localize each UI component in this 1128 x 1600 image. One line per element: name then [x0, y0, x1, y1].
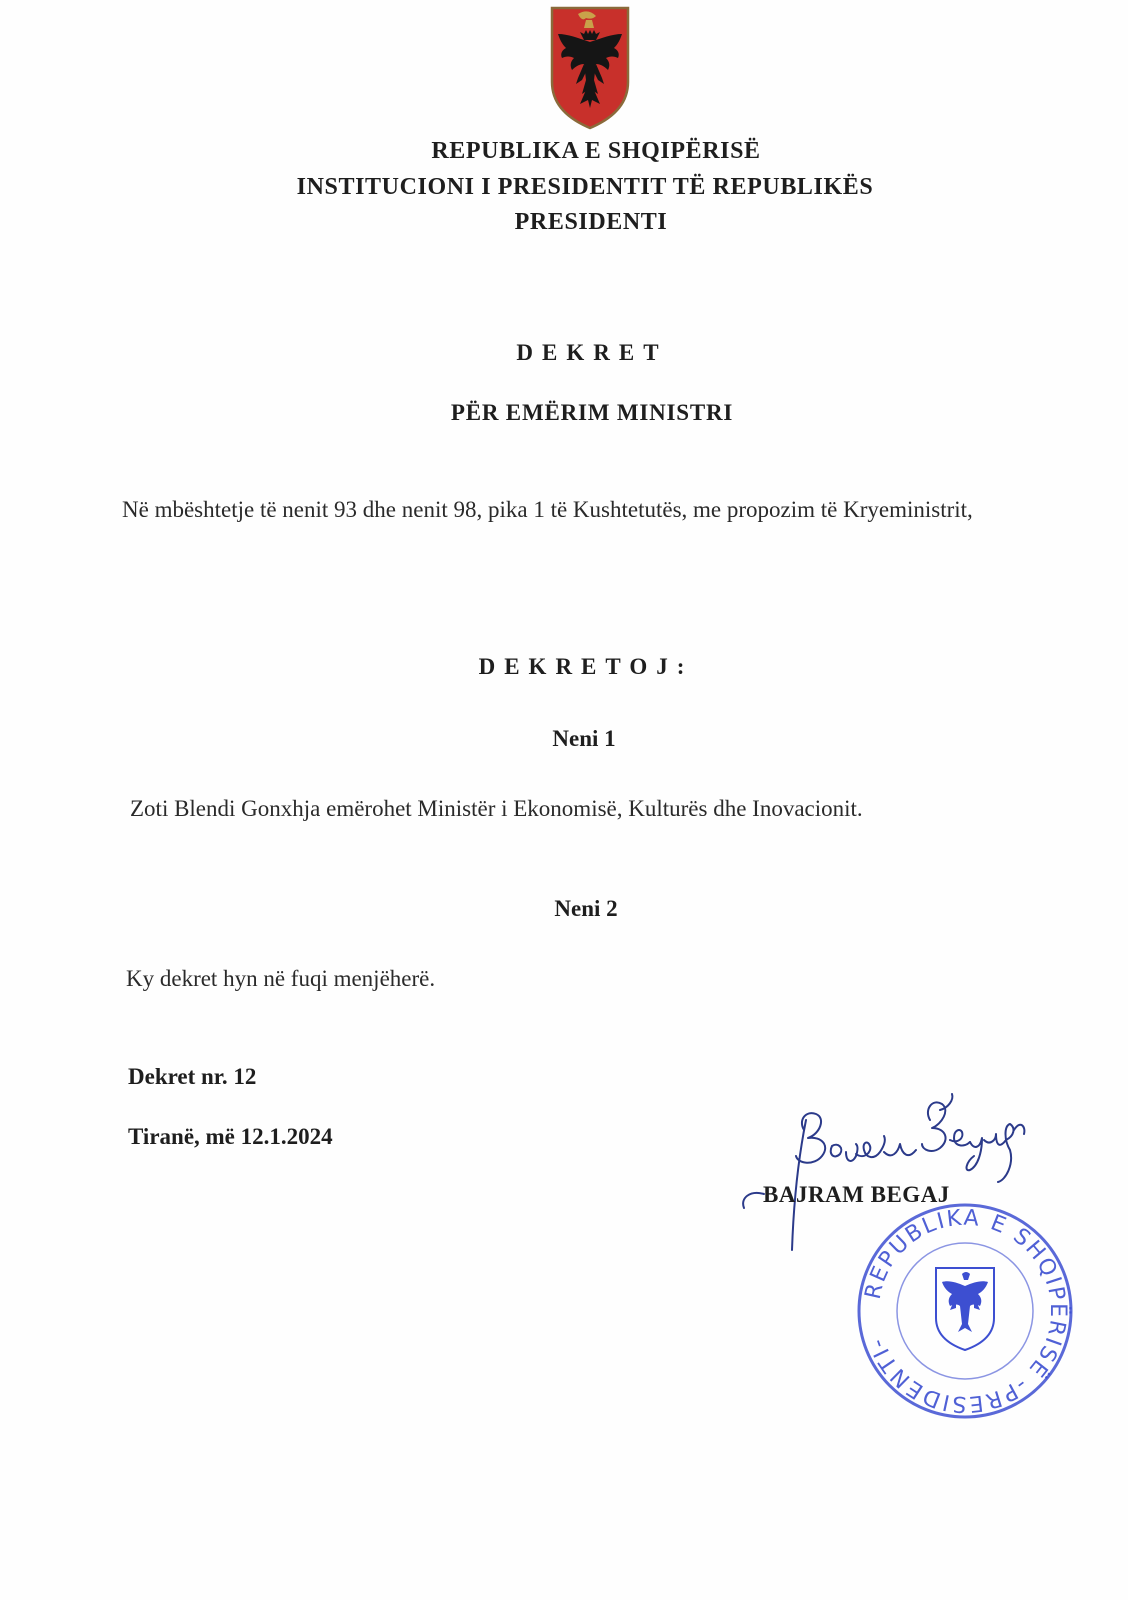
albanian-coat-of-arms-icon	[548, 4, 632, 130]
institution-heading: INSTITUCIONI I PRESIDENTIT TË REPUBLIKËS	[296, 174, 874, 200]
article-1-text: Zoti Blendi Gonxhja emërohet Ministër i Ekonomisë, Kulturës dhe Inovacionit.	[130, 796, 863, 821]
legal-basis-paragraph: Në mbështetje të nenit 93 dhe nenit 98, pika 1 të Kushtetutës, me propozim të Kryeministrit,	[122, 497, 973, 522]
article-2-heading: Neni 2	[554, 896, 618, 921]
stamp-text: REPUBLIKA E SHQIPËRISË -PRESIDENTI-	[860, 1205, 1071, 1417]
signatory-name: BAJRAM BEGAJ	[763, 1182, 950, 1207]
decree-number: Dekret nr. 12	[128, 1064, 257, 1089]
place-and-date: Tiranë, më 12.1.2024	[128, 1124, 333, 1149]
presidential-seal-stamp	[854, 1200, 1076, 1422]
operative-heading: DEKRETOJ:	[478, 654, 694, 679]
office-heading: PRESIDENTI	[514, 209, 668, 235]
article-2-text: Ky dekret hyn në fuqi menjëherë.	[126, 966, 436, 991]
country-heading: REPUBLIKA E SHQIPËRISË	[431, 138, 761, 164]
decree-title: DEKRET	[516, 340, 668, 365]
decree-subject: PËR EMËRIM MINISTRI	[450, 400, 734, 425]
article-1-heading: Neni 1	[552, 726, 616, 751]
